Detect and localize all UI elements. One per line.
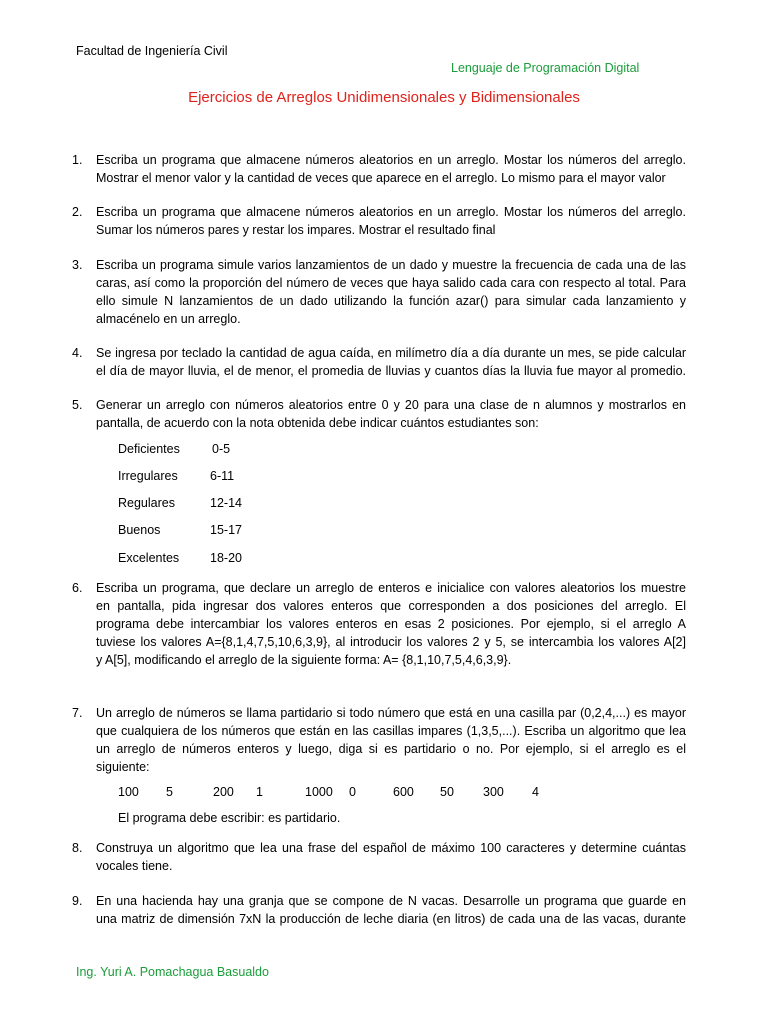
exercise-number: 7. <box>72 706 83 720</box>
exercise-number: 1. <box>72 153 83 167</box>
exercise-line: Escriba un programa que almacene números aleatorios en un arreglo. Mostar los números del arreglo. <box>96 153 686 167</box>
array-value: 1 <box>256 785 263 799</box>
exercise-number: 5. <box>72 398 83 412</box>
exercise-line: un arreglo de números enteros y luego, diga si es partidario o no. Por ejemplo, si el arreglo es el <box>96 742 686 756</box>
exercise-7 <box>72 704 686 776</box>
exercise-number: 3. <box>72 258 83 272</box>
grade-range: 12-14 <box>210 496 242 510</box>
exercise-1 <box>72 151 686 187</box>
example-note: El programa debe escribir: es partidario. <box>118 811 341 825</box>
exercise-line: vocales tiene. <box>96 859 173 873</box>
grade-range: 0-5 <box>212 442 231 456</box>
array-value: 0 <box>349 785 356 799</box>
exercise-line: siguiente: <box>96 760 150 774</box>
exercise-line: y A[5], modificando el arreglo de la siguiente forma: A= {8,1,10,7,5,4,6,3,9}. <box>96 653 512 667</box>
exercise-2 <box>72 203 686 239</box>
exercise-line: Se ingresa por teclado la cantidad de agua caída, en milímetro día a día durante un mes, se pide calcular <box>96 346 686 360</box>
array-value: 1000 <box>305 785 333 799</box>
exercise-line: una matriz de dimensión 7xN la producción de leche diaria (en litros) de cada una de las vacas, durante <box>96 912 686 926</box>
exercise-line: Escriba un programa, que declare un arreglo de enteros e inicialice con valores aleatorios los muestre <box>96 581 686 595</box>
exercise-6 <box>72 579 686 669</box>
author-footer: Ing. Yuri A. Pomachagua Basualdo <box>76 965 269 979</box>
exercise-line: caras, así como la proporción del número de veces que haya salido cada cara con respecto al total. Para <box>96 276 686 290</box>
array-value: 4 <box>532 785 539 799</box>
document-title: Ejercicios de Arreglos Unidimensionales y Bidimensionales <box>188 89 580 106</box>
exercise-line: Construya un algoritmo que lea una frase del español de máximo 100 caracteres y determine cuántas <box>96 841 686 855</box>
exercise-line: Escriba un programa simule varios lanzamientos de un dado y muestre la frecuencia de cada una de las <box>96 258 686 272</box>
exercise-number: 6. <box>72 581 83 595</box>
exercise-line: Un arreglo de números se llama partidario si todo número que está en una casilla par (0,2,4,...) es mayor <box>96 706 686 720</box>
grade-name: Buenos <box>118 523 161 537</box>
exercise-line: pantalla, de acuerdo con la nota obtenida debe indicar cuántos estudiantes son: <box>96 416 539 430</box>
exercise-number: 8. <box>72 841 83 855</box>
array-value: 200 <box>213 785 234 799</box>
exercise-line: el día de mayor lluvia, el de menor, el promedia de lluvias y cuantos días la lluvia fue mayor al promedio. <box>96 364 686 378</box>
exercise-number: 4. <box>72 346 83 360</box>
exercise-4 <box>72 344 686 380</box>
grade-range: 18-20 <box>210 551 242 565</box>
exercise-line: En una hacienda hay una granja que se compone de N vacas. Desarrolle un programa que guarde en <box>96 894 686 908</box>
exercise-line: tuviese los valores A={8,1,4,7,5,10,6,3,9}, al introducir los valores 2 y 5, se intercambia los valores A[2] <box>96 635 686 649</box>
array-value: 5 <box>166 785 173 799</box>
exercise-9 <box>72 892 686 928</box>
exercise-8 <box>72 839 686 875</box>
exercise-5 <box>72 396 686 432</box>
grade-name: Irregulares <box>118 469 178 483</box>
grade-name: Regulares <box>118 496 175 510</box>
array-value: 600 <box>393 785 414 799</box>
exercise-line: Sumar los números pares y restar los impares. Mostrar el resultado final <box>96 223 496 237</box>
exercise-line: en pantalla, pida ingresar dos valores enteros que corresponden a dos posiciones del arreglo. El <box>96 599 686 613</box>
array-value: 50 <box>440 785 454 799</box>
faculty-header: Facultad de Ingeniería Civil <box>76 44 228 58</box>
array-value: 100 <box>118 785 139 799</box>
exercise-line: almacénelo en un arreglo. <box>96 312 241 326</box>
grade-range: 6-11 <box>210 469 235 483</box>
exercise-number: 9. <box>72 894 83 908</box>
exercise-line: Generar un arreglo con números aleatorios entre 0 y 20 para una clase de n alumnos y mostrarlos en <box>96 398 686 412</box>
exercise-line: Escriba un programa que almacene números aleatorios en un arreglo. Mostar los números del arreglo. <box>96 205 686 219</box>
exercise-3 <box>72 256 686 328</box>
grade-range: 15-17 <box>210 523 242 537</box>
exercise-number: 2. <box>72 205 83 219</box>
exercise-line: ello simule N lanzamientos de un dado utilizando la función azar() para simular cada lanzamiento y <box>96 294 686 308</box>
grade-name: Excelentes <box>118 551 180 565</box>
array-value: 300 <box>483 785 504 799</box>
course-header: Lenguaje de Programación Digital <box>451 61 640 75</box>
exercise-line: Mostrar el menor valor y la cantidad de veces que aparece en el arreglo. Lo mismo para el mayor valor <box>96 171 666 185</box>
grade-name: Deficientes <box>118 442 180 456</box>
exercise-line: programa debe intercambiar los valores enteros en esas 2 posiciones. Por ejemplo, si el arreglo A <box>96 617 686 631</box>
exercise-line: que cualquiera de los números que están en las casillas impares (1,3,5,...). Escriba un algoritmo que lea <box>96 724 686 738</box>
